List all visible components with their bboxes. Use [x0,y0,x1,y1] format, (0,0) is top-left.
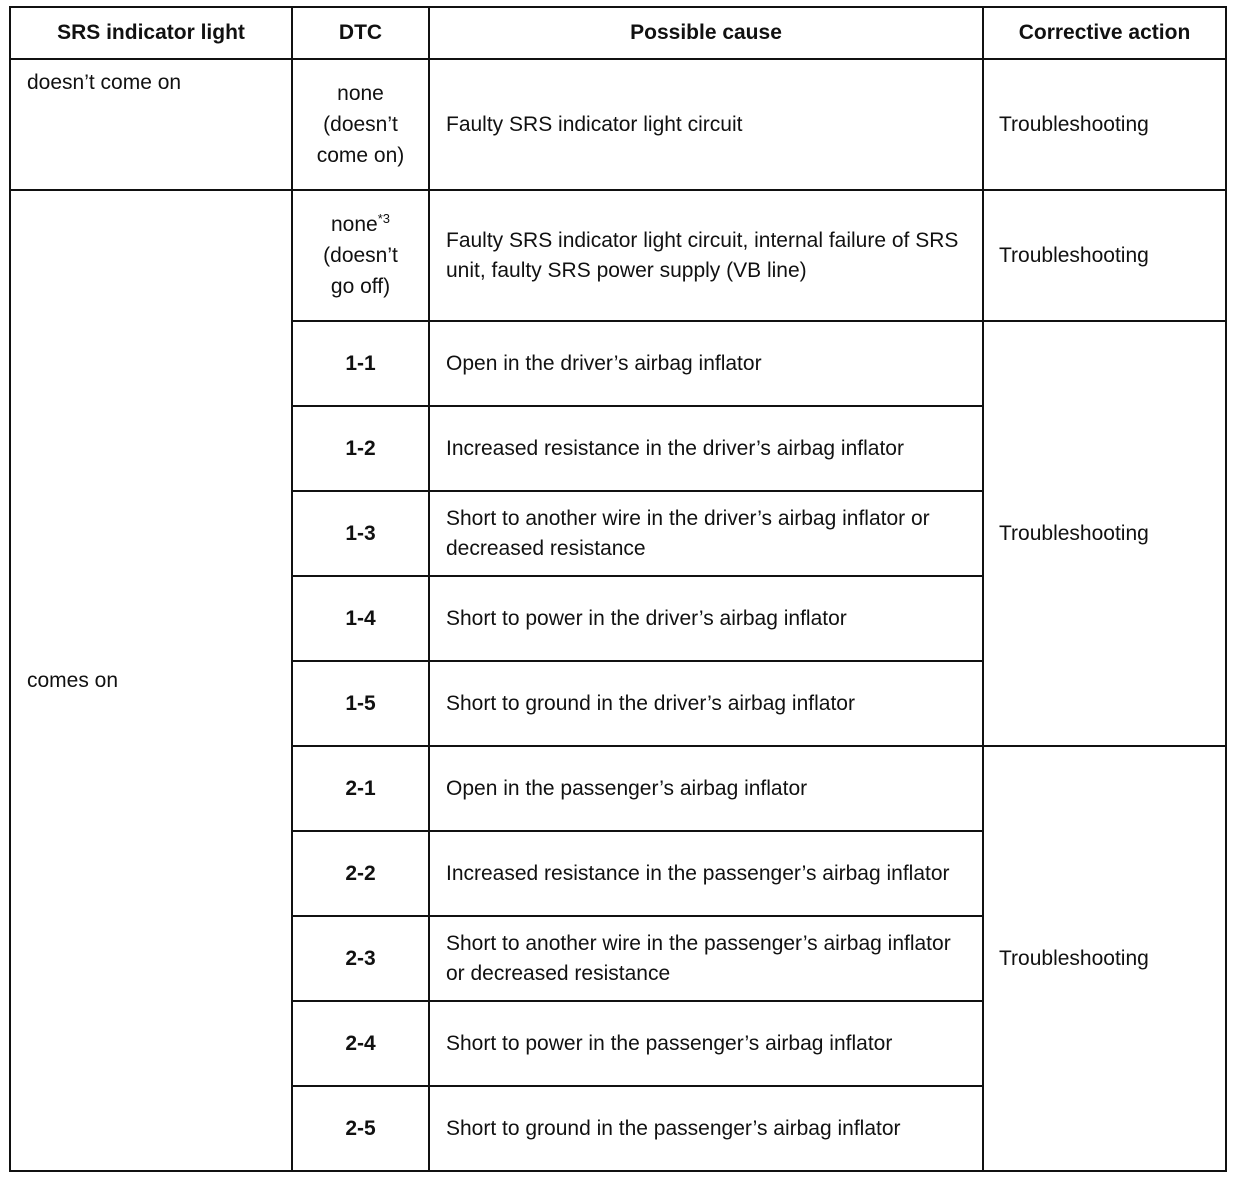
dtc-cell: 2-2 [292,831,429,916]
dtc-cell: 1-1 [292,321,429,406]
srs-troubleshooting-table [9,6,1227,1172]
header-srs-indicator-light: SRS indicator light [10,7,292,59]
dtc-line: none [337,82,384,105]
dtc-line: none [330,213,378,236]
dtc-cell [292,59,429,190]
header-row [10,7,1226,59]
dtc-cell: 1-5 [292,661,429,746]
cause-cell: Short to power in the passenger’s airbag inflator [429,1001,983,1086]
cause-cell: Short to power in the driver’s airbag inflator [429,576,983,661]
table-row [10,190,1226,321]
cause-cell: Faulty SRS indicator light circuit, internal failure of SRS unit, faulty SRS power supply (VB line) [429,190,983,321]
dtc-line: come on) [316,144,405,167]
dtc-line: (doesn’t [323,113,398,136]
action-cell: Troubleshooting [983,190,1226,321]
indicator-state-cell: comes on [10,190,292,1171]
dtc-cell: 2-3 [292,916,429,1001]
dtc-cell [292,190,429,321]
action-cell: Troubleshooting [983,59,1226,190]
table-row [10,59,1226,190]
cause-cell: Open in the passenger’s airbag inflator [429,746,983,831]
dtc-line: (doesn’t [323,244,398,267]
header-corrective-action: Corrective action [983,7,1226,59]
indicator-state-cell: doesn’t come on [10,59,292,190]
header-dtc: DTC [292,7,429,59]
dtc-cell: 1-3 [292,491,429,576]
action-cell: Troubleshooting [983,746,1226,1171]
dtc-cell: 2-5 [292,1086,429,1171]
cause-cell: Faulty SRS indicator light circuit [429,59,983,190]
cause-cell: Short to ground in the driver’s airbag inflator [429,661,983,746]
cause-cell: Short to another wire in the driver’s airbag inflator or decreased resistance [429,491,983,576]
cause-cell: Open in the driver’s airbag inflator [429,321,983,406]
cause-cell: Short to ground in the passenger’s airbag inflator [429,1086,983,1171]
footnote-marker: *3 [377,211,390,226]
dtc-line: go off) [330,275,391,298]
header-possible-cause: Possible cause [429,7,983,59]
dtc-cell: 2-1 [292,746,429,831]
dtc-cell: 2-4 [292,1001,429,1086]
dtc-cell: 1-4 [292,576,429,661]
action-cell: Troubleshooting [983,321,1226,746]
srs-table-wrapper [9,6,1227,1172]
cause-cell: Increased resistance in the driver’s airbag inflator [429,406,983,491]
cause-cell: Increased resistance in the passenger’s airbag inflator [429,831,983,916]
dtc-cell: 1-2 [292,406,429,491]
cause-cell: Short to another wire in the passenger’s airbag inflator or decreased resistance [429,916,983,1001]
